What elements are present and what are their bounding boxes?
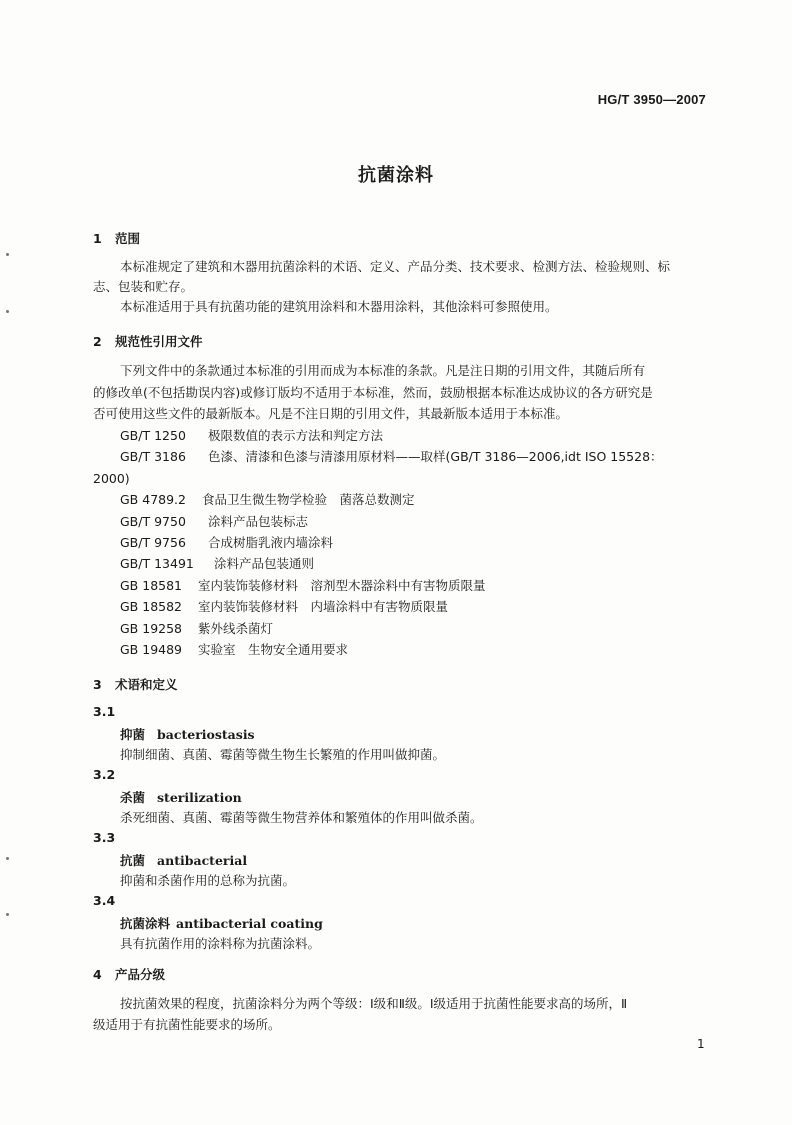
standard-code: HG/T 3950—2007 [597,92,706,107]
reference-code: GB 18581 [120,578,182,593]
reference-code: GB/T 13491 [120,556,194,571]
reference-code: GB/T 3186 [120,449,186,464]
reference-item [120,577,486,595]
section-2-heading [93,332,203,350]
section-3-heading [93,675,178,693]
term-en: bacteriostasis [157,727,255,742]
reference-item [120,491,415,509]
reference-code: GB/T 1250 [120,428,186,443]
term-number: 3.2 [93,767,116,782]
section-title: 规范性引用文件 [115,334,203,349]
reference-item [120,555,314,573]
reference-item [120,448,663,466]
document-title: 抗菌涂料 [358,165,434,186]
reference-item [120,598,448,616]
paragraph-line: 本标准适用于具有抗菌功能的建筑用涂料和木器用涂料，其他涂料可参照使用。 [120,299,558,314]
term-en: antibacterial [157,853,248,868]
paragraph-line: 否可使用这些文件的最新版本。凡是不注日期的引用文件，其最新版本适用于本标准。 [93,406,569,421]
reference-title: 色漆、清漆和色漆与清漆用原材料——取样(GB/T 3186—2006,idt ISO 15528： [208,449,663,464]
term-en: antibacterial coating [176,916,323,931]
reference-continuation: 2000) [93,471,130,486]
reference-title: 合成树脂乳液内墙涂料 [208,535,334,550]
reference-item [120,620,273,638]
scan-speck [6,857,9,860]
section-title: 术语和定义 [115,677,178,692]
paragraph-line: 级适用于有抗菌性能要求的场所。 [93,1017,281,1032]
scan-speck [6,310,9,313]
section-number: 4 [93,967,102,982]
term-definition: 杀死细菌、真菌、霉菌等微生物营养体和繁殖体的作用叫做杀菌。 [120,810,483,825]
section-number: 2 [93,334,102,349]
section-number: 3 [93,677,102,692]
reference-title: 食品卫生微生物学检验 菌落总数测定 [202,492,415,507]
term-definition: 具有抗菌作用的涂料称为抗菌涂料。 [120,936,321,951]
paragraph-line: 本标准规定了建筑和木器用抗菌涂料的术语、定义、产品分类、技术要求、检测方法、检验规则、标 [120,259,671,274]
section-title: 范围 [115,231,141,246]
paragraph-line: 按抗菌效果的程度，抗菌涂料分为两个等级：Ⅰ级和Ⅱ级。Ⅰ级适用于抗菌性能要求高的场所，Ⅱ [120,996,628,1011]
scan-speck [6,913,9,916]
reference-item [120,513,308,531]
term-en: sterilization [157,790,242,805]
paragraph-line: 志、包装和贮存。 [93,279,194,294]
reference-item [120,427,383,445]
reference-title: 涂料产品包装标志 [208,514,309,529]
term-definition: 抑制细菌、真菌、霉菌等微生物生长繁殖的作用叫做抑菌。 [120,747,446,762]
term-number: 3.4 [93,893,116,908]
scan-speck [6,253,9,256]
term-heading [120,851,247,869]
reference-code: GB 19489 [120,642,182,657]
term-heading [120,725,255,743]
reference-code: GB/T 9756 [120,535,186,550]
reference-title: 极限数值的表示方法和判定方法 [208,428,384,443]
reference-title: 室内装饰装修材料 内墙涂料中有害物质限量 [198,599,449,614]
reference-item [120,641,348,659]
section-1-heading [93,229,140,247]
page-number: 1 [697,1037,705,1051]
reference-title: 涂料产品包装通则 [214,556,315,571]
section-title: 产品分级 [115,967,166,982]
term-number: 3.3 [93,830,116,845]
reference-code: GB 4789.2 [120,492,186,507]
reference-title: 实验室 生物安全通用要求 [198,642,349,657]
reference-item [120,534,333,552]
term-cn: 杀菌 [120,790,146,805]
paragraph-line: 的修改单(不包括勘误内容)或修订版均不适用于本标准，然而，鼓励根据本标准达成协议的各方研究是 [93,385,653,400]
reference-code: GB 19258 [120,621,182,636]
term-heading [120,914,323,932]
section-4-heading [93,965,165,983]
term-cn: 抑菌 [120,727,146,742]
reference-title: 室内装饰装修材料 溶剂型木器涂料中有害物质限量 [198,578,486,593]
reference-title: 紫外线杀菌灯 [198,621,274,636]
term-cn: 抗菌 [120,853,146,868]
term-number: 3.1 [93,704,116,719]
paragraph-line: 下列文件中的条款通过本标准的引用而成为本标准的条款。凡是注日期的引用文件，其随后所有 [120,363,646,378]
section-number: 1 [93,231,102,246]
term-definition: 抑菌和杀菌作用的总称为抗菌。 [120,873,296,888]
reference-code: GB 18582 [120,599,182,614]
term-heading [120,788,242,806]
term-cn: 抗菌涂料 [120,916,171,931]
reference-code: GB/T 9750 [120,514,186,529]
